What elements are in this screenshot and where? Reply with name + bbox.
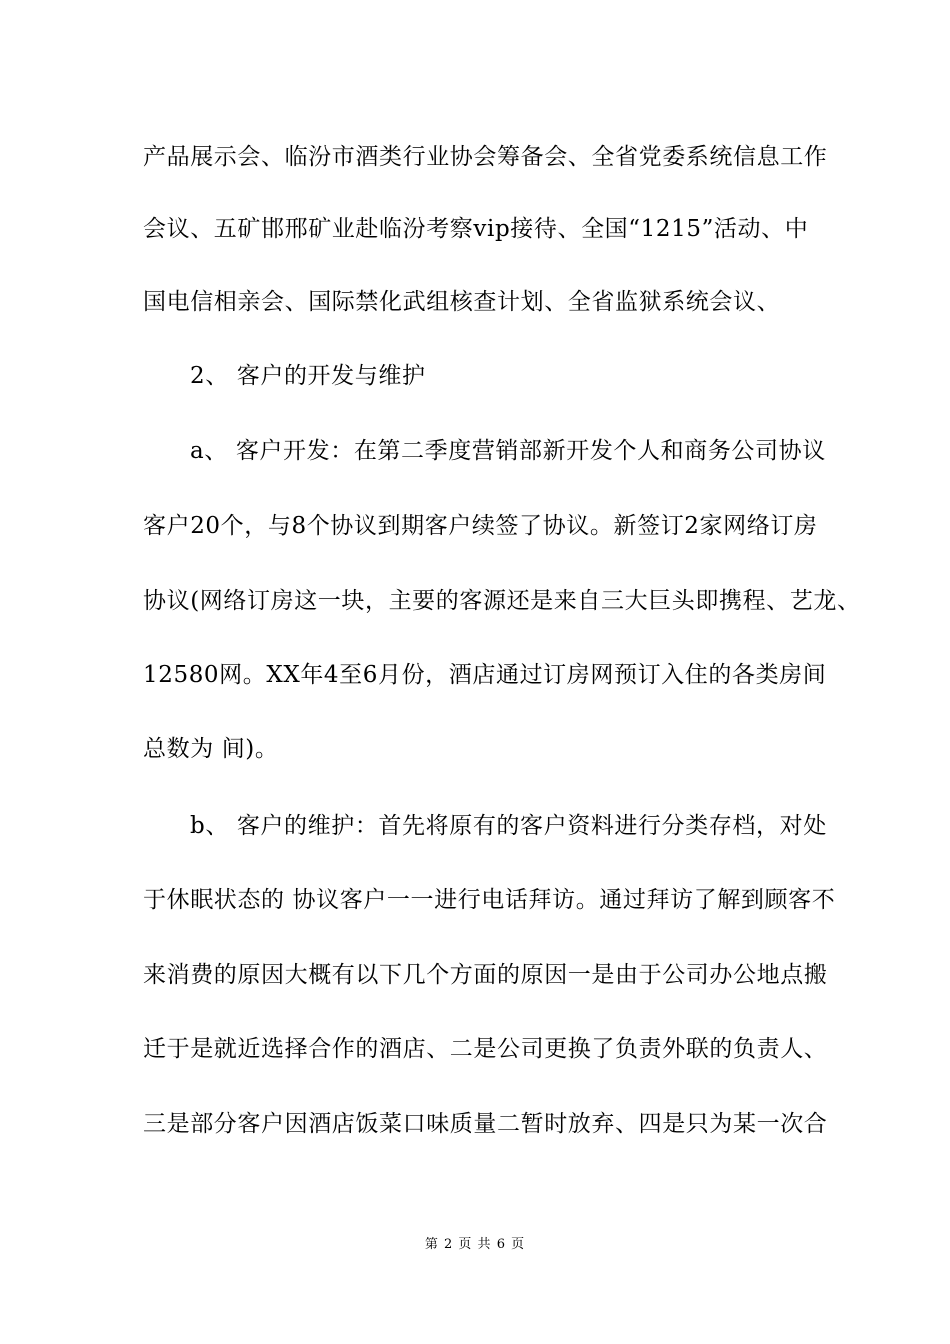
paragraph-line: 产品展示会、临汾市酒类行业协会筹备会、全省党委系统信息工作 — [143, 144, 828, 170]
paragraph-line: 协议(网络订房这一块，主要的客源还是来自三大巨头即携程、艺龙、 — [143, 588, 861, 614]
paragraph-line: 迁于是就近选择合作的酒店、二是公司更换了负责外联的负责人、 — [143, 1036, 828, 1062]
paragraph-line: a、 客户开发：在第二季度营销部新开发个人和商务公司协议 — [190, 438, 826, 464]
paragraph-line: b、 客户的维护：首先将原有的客户资料进行分类存档，对处 — [190, 813, 827, 839]
paragraph-line: 三是部分客户因酒店饭菜口味质量二暂时放弃、四是只为某一次合 — [143, 1111, 828, 1137]
paragraph-line: 国电信相亲会、国际禁化武组核查计划、全省监狱系统会议、 — [143, 289, 781, 315]
paragraph-line: 来消费的原因大概有以下几个方面的原因一是由于公司办公地点搬 — [143, 962, 828, 988]
paragraph-line: 总数为 间)。 — [143, 736, 279, 762]
paragraph-line: 客户20个，与8个协议到期客户续签了协议。新签订2家网络订房 — [143, 513, 818, 539]
paragraph-line: 12580网。XX年4至6月份，酒店通过订房网预订入住的各类房间 — [143, 662, 827, 688]
section-heading: 2、 客户的开发与维护 — [190, 363, 426, 389]
page-number-footer: 第 2 页 共 6 页 — [424, 1237, 526, 1252]
paragraph-line: 会议、五矿邯邢矿业赴临汾考察vip接待、全国“1215”活动、中 — [143, 216, 809, 242]
paragraph-line: 于休眠状态的 协议客户一一进行电话拜访。通过拜访了解到顾客不 — [143, 887, 836, 913]
